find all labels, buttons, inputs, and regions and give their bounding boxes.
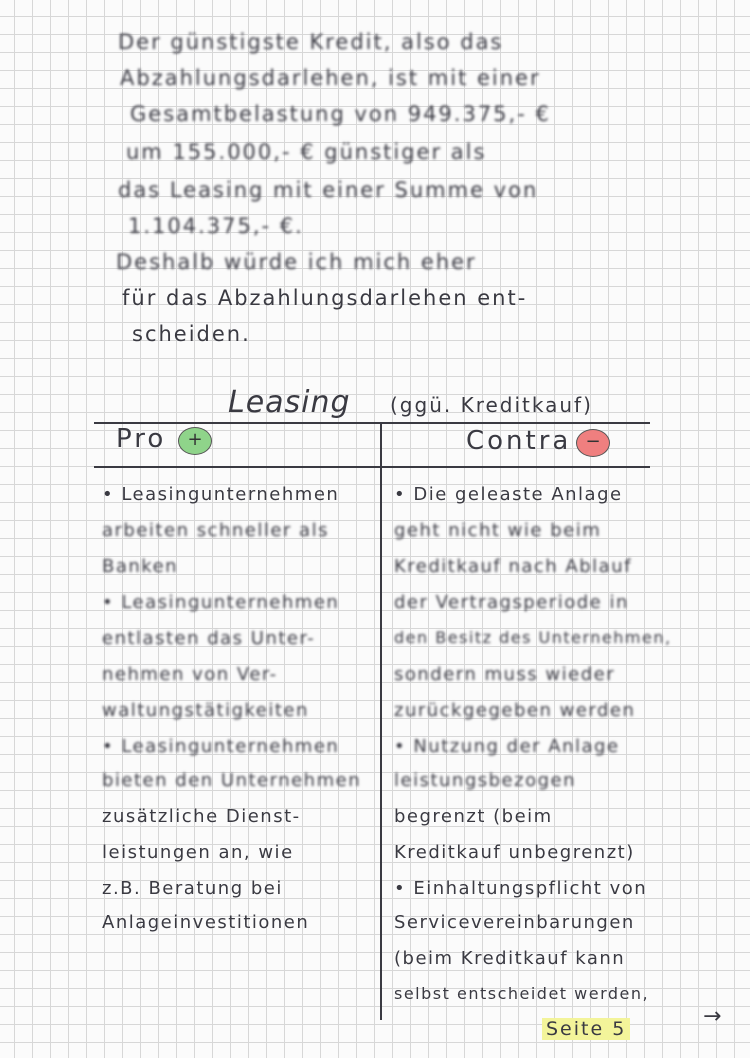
pro-line: nehmen von Ver- — [102, 664, 278, 685]
arrow-right-icon: → — [703, 1004, 724, 1029]
contra-line: • Nutzung der Anlage — [394, 736, 620, 757]
intro-line: scheiden. — [132, 322, 251, 346]
pro-line: Banken — [102, 556, 179, 577]
minus-icon: − — [576, 429, 610, 457]
pro-line: • Leasingunternehmen — [102, 592, 340, 613]
table-header-rule — [94, 466, 650, 468]
contra-line: sondern muss wieder — [394, 664, 616, 685]
intro-line: Gesamtbelastung von 949.375,- € — [130, 102, 551, 126]
contra-line: zurückgegeben werden — [394, 700, 636, 721]
pro-line: leistungen an, wie — [102, 842, 294, 863]
table-column-divider — [380, 423, 382, 1020]
contra-line: der Vertragsperiode in — [394, 592, 629, 613]
page-number: Seite 5 — [542, 1018, 630, 1040]
pro-line: Anlageinvestitionen — [102, 912, 310, 933]
contra-line: selbst entscheidet werden, — [394, 984, 650, 1003]
pro-line: z.B. Beratung bei — [102, 878, 283, 899]
intro-line: Der günstigste Kredit, also das — [118, 30, 504, 54]
contra-line: begrenzt (beim — [394, 806, 553, 827]
contra-line: Kreditkauf nach Ablauf — [394, 556, 632, 577]
pro-line: • Leasingunternehmen — [102, 484, 340, 505]
table-top-rule — [94, 422, 650, 424]
intro-line: für das Abzahlungsdarlehen ent- — [122, 286, 528, 310]
pro-line: • Leasingunternehmen — [102, 736, 340, 757]
contra-heading: Contra — [466, 426, 572, 456]
intro-line: Abzahlungsdarlehen, ist mit einer — [120, 66, 541, 90]
pro-line: zusätzliche Dienst- — [102, 806, 301, 827]
intro-line: 1.104.375,- €. — [128, 214, 304, 238]
contra-line: geht nicht wie beim — [394, 520, 602, 541]
pro-line: waltungstätigkeiten — [102, 700, 309, 721]
contra-column — [394, 484, 714, 1014]
pro-line: arbeiten schneller als — [102, 520, 329, 541]
contra-line: Servicevereinbarungen — [394, 912, 635, 933]
pro-column — [102, 484, 377, 944]
table-title-subtitle: (ggü. Kreditkauf) — [390, 393, 593, 417]
contra-line: • Einhaltungspflicht von — [394, 878, 648, 899]
contra-line: • Die geleaste Anlage — [394, 484, 623, 505]
table-title — [100, 385, 645, 425]
pro-line: entlasten das Unter- — [102, 628, 316, 649]
intro-paragraph — [112, 26, 632, 356]
intro-line: um 155.000,- € günstiger als — [126, 140, 487, 164]
pro-line: bieten den Unternehmen — [102, 770, 362, 791]
intro-line: Deshalb würde ich mich eher — [116, 250, 477, 274]
plus-icon: + — [178, 427, 212, 455]
contra-line: leistungsbezogen — [394, 770, 577, 791]
table-title-main: Leasing — [228, 385, 351, 420]
contra-line: (beim Kreditkauf kann — [394, 948, 626, 969]
contra-line: Kreditkauf unbegrenzt) — [394, 842, 635, 863]
contra-line: den Besitz des Unternehmen, — [394, 628, 672, 647]
intro-line: das Leasing mit einer Summe von — [118, 178, 539, 202]
pro-heading: Pro — [116, 424, 167, 454]
